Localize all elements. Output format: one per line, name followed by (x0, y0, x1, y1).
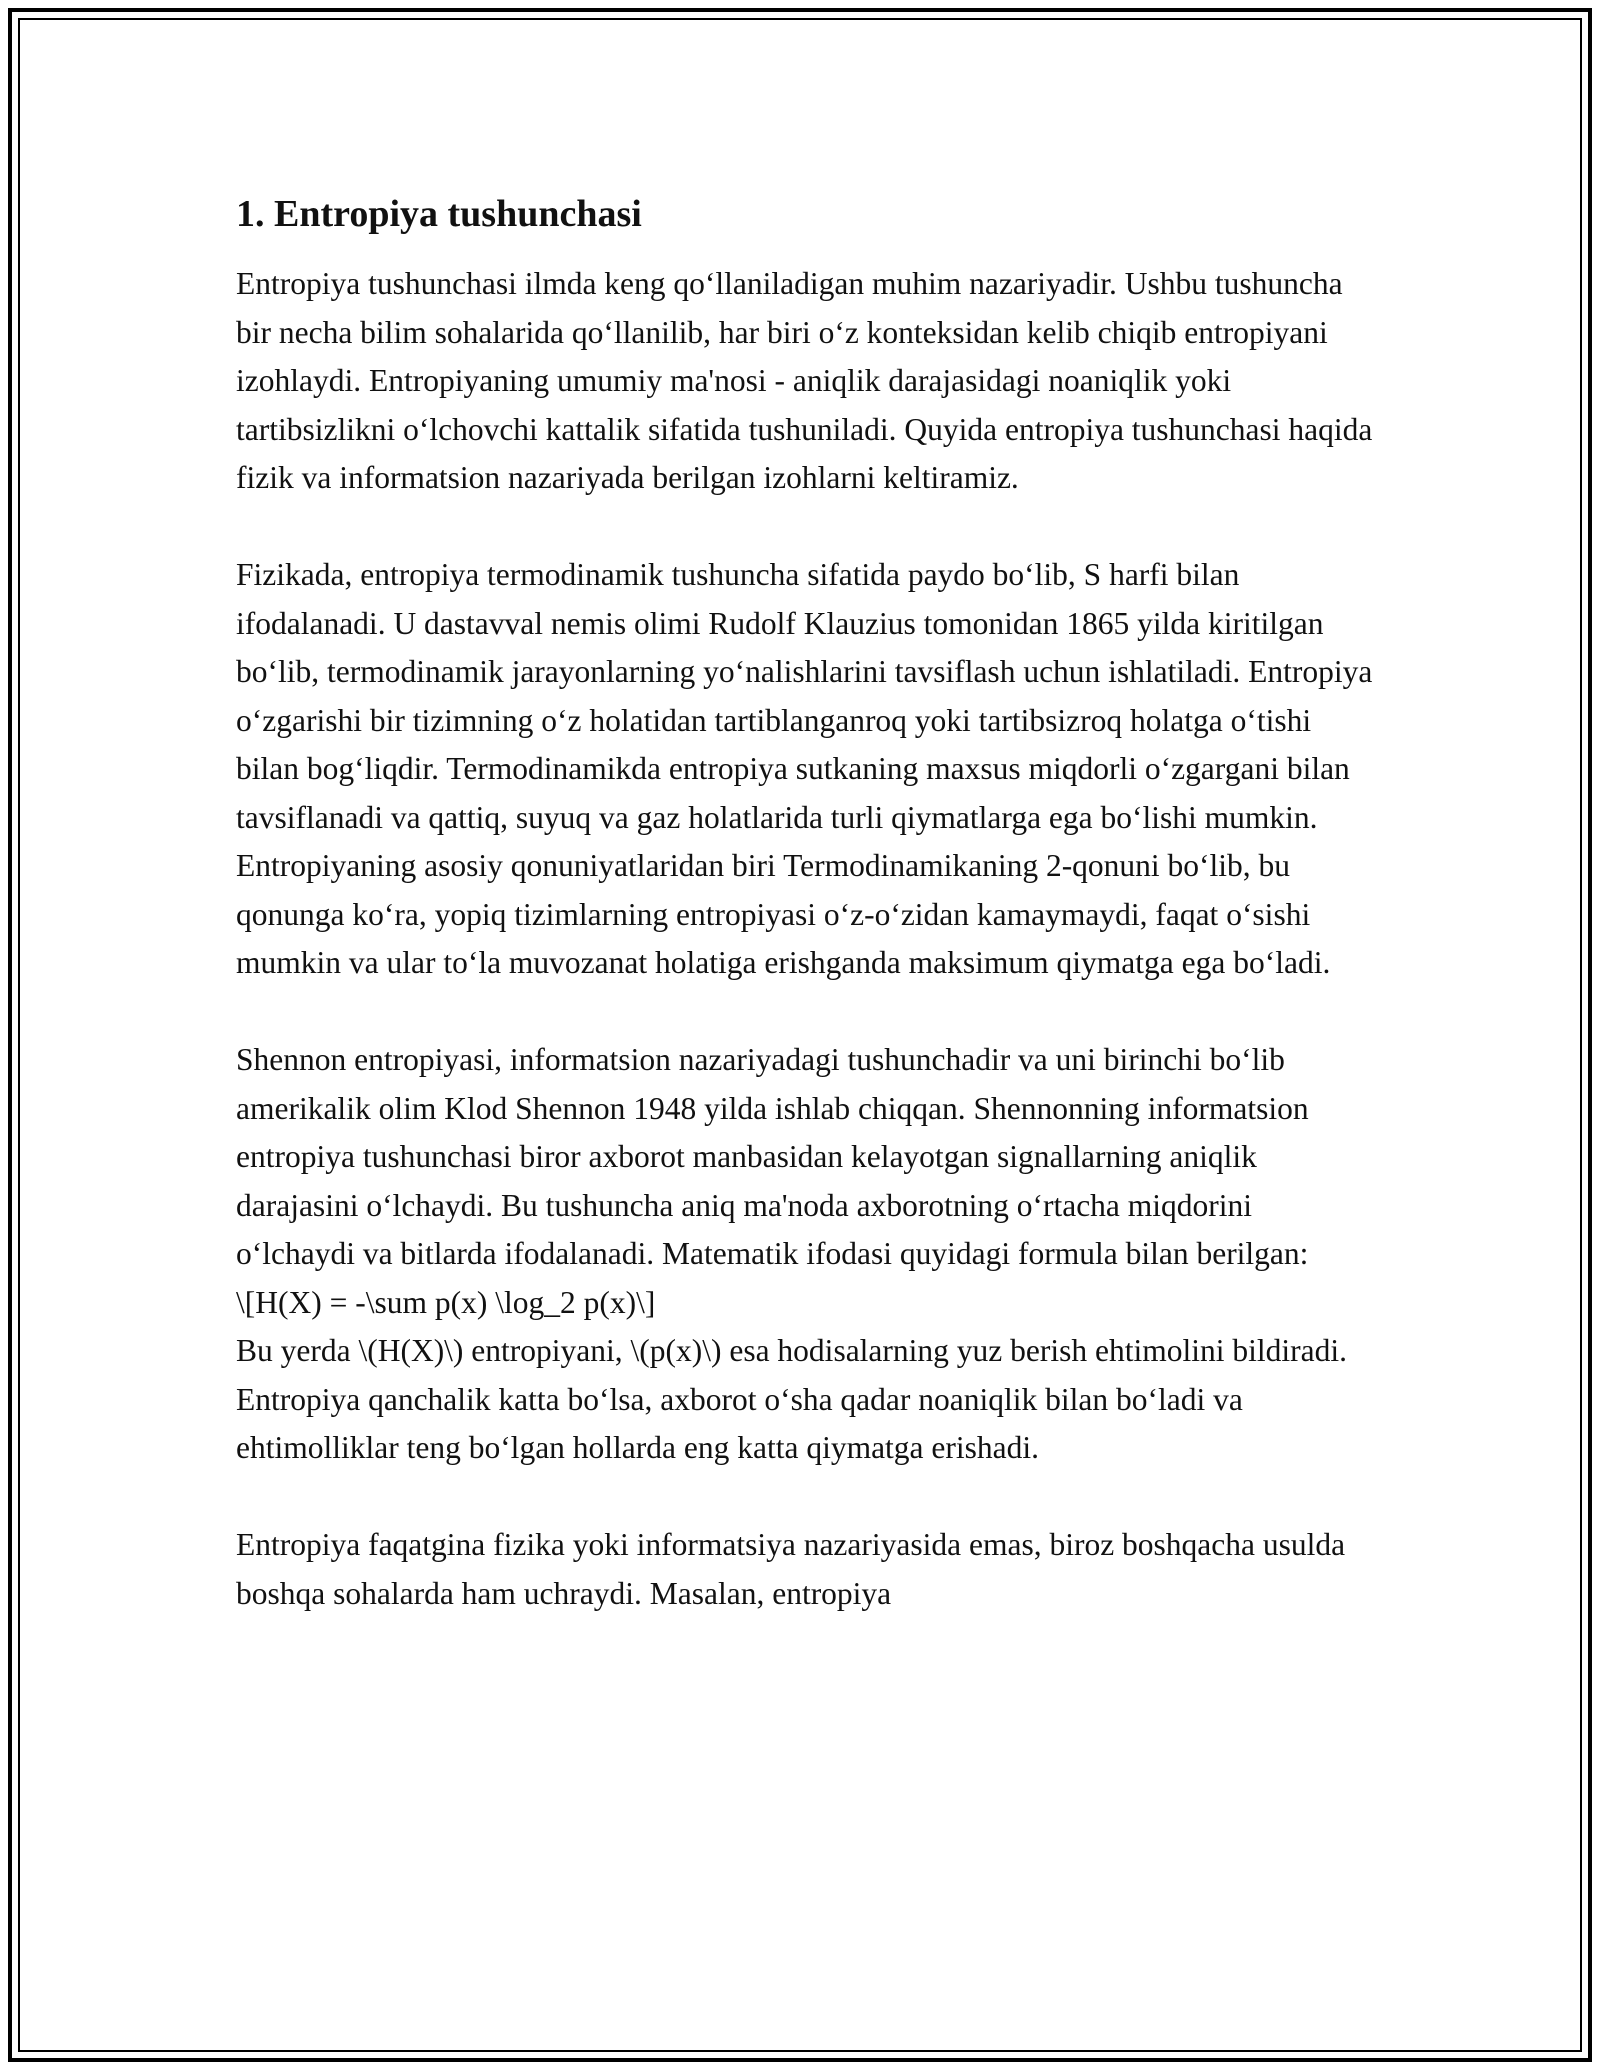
paragraph-intro: Entropiya tushunchasi ilmda keng qo‘llaniladigan muhim nazariyadir. Ushbu tushuncha bir necha bilim sohalarida qo‘llanilib, har biri o‘z konteksidan kelib chiqib entropiyani izohlaydi. Entropiyaning umumiy ma'nosi - aniqlik darajasidagi noaniqlik yoki tartibsizlikni o‘lchovchi kattalik sifatida tushuniladi. Quyida entropiya tushunchasi haqida fizik va informatsion nazariyada berilgan izohlarni keltiramiz. (236, 266, 1373, 495)
paragraph-shannon (236, 1036, 1376, 1473)
shannon-explanation-text: Bu yerda \(H(X)\) entropiyani, \(p(x)\) esa hodisalarning yuz berish ehtimolini bildiradi. Entropiya qanchalik katta bo‘lsa, axborot o‘sha qadar noaniqlik bilan bo‘ladi va ehtimolliklar teng bo‘lgan hollarda eng katta qiymatga erishadi. (236, 1333, 1347, 1465)
shannon-lead-text: Shennon entropiyasi, informatsion nazariyadagi tushunchadir va uni birinchi bo‘lib amerikalik olim Klod Shennon 1948 yilda ishlab chiqqan. Shennonning informatsion entropiya tushunchasi biror axborot manbasidan kelayotgan signallarning aniqlik darajasini o‘lchaydi. Bu tushuncha aniq ma'noda axborotning o‘rtacha miqdorini o‘lchaydi va bitlarda ifodalanadi. Matematik ifodasi quyidagi formula bilan berilgan: (236, 1042, 1309, 1271)
paragraph-closing: Entropiya faqatgina fizika yoki informatsiya nazariyasida emas, biroz boshqacha usulda boshqa sohalarda ham uchraydi. Masalan, entropiya (236, 1527, 1346, 1611)
paragraph-physics: Fizikada, entropiya termodinamik tushuncha sifatida paydo bo‘lib, S harfi bilan ifodalanadi. U dastavval nemis olimi Rudolf Klauzius tomonidan 1865 yilda kiritilgan bo‘lib, termodinamik jarayonlarning yo‘nalishlarini tavsiflash uchun ishlatiladi. Entropiya o‘zgarishi bir tizimning o‘z holatidan tartiblanganroq yoki tartibsizroq holatga o‘tishi bilan bog‘liqdir. Termodinamikda entropiya sutkaning maxsus miqdorli o‘zgargani bilan tavsiflanadi va qattiq, suyuq va gaz holatlarida turli qiymatlarga ega bo‘lishi mumkin. Entropiyaning asosiy qonuniyatlaridan biri Termodinamikaning 2-qonuni bo‘lib, bu qonunga ko‘ra, yopiq tizimlarning entropiyasi o‘z-o‘zidan kamaymaydi, faqat o‘sishi mumkin va ular to‘la muvozanat holatiga erishganda maksimum qiymatga ega bo‘ladi. (236, 557, 1373, 980)
section-heading: 1. Entropiya tushunchasi (236, 193, 642, 235)
entropy-formula: \[H(X) = -\sum p(x) \log_2 p(x)\] (236, 1284, 656, 1320)
document-body (236, 190, 1376, 1667)
